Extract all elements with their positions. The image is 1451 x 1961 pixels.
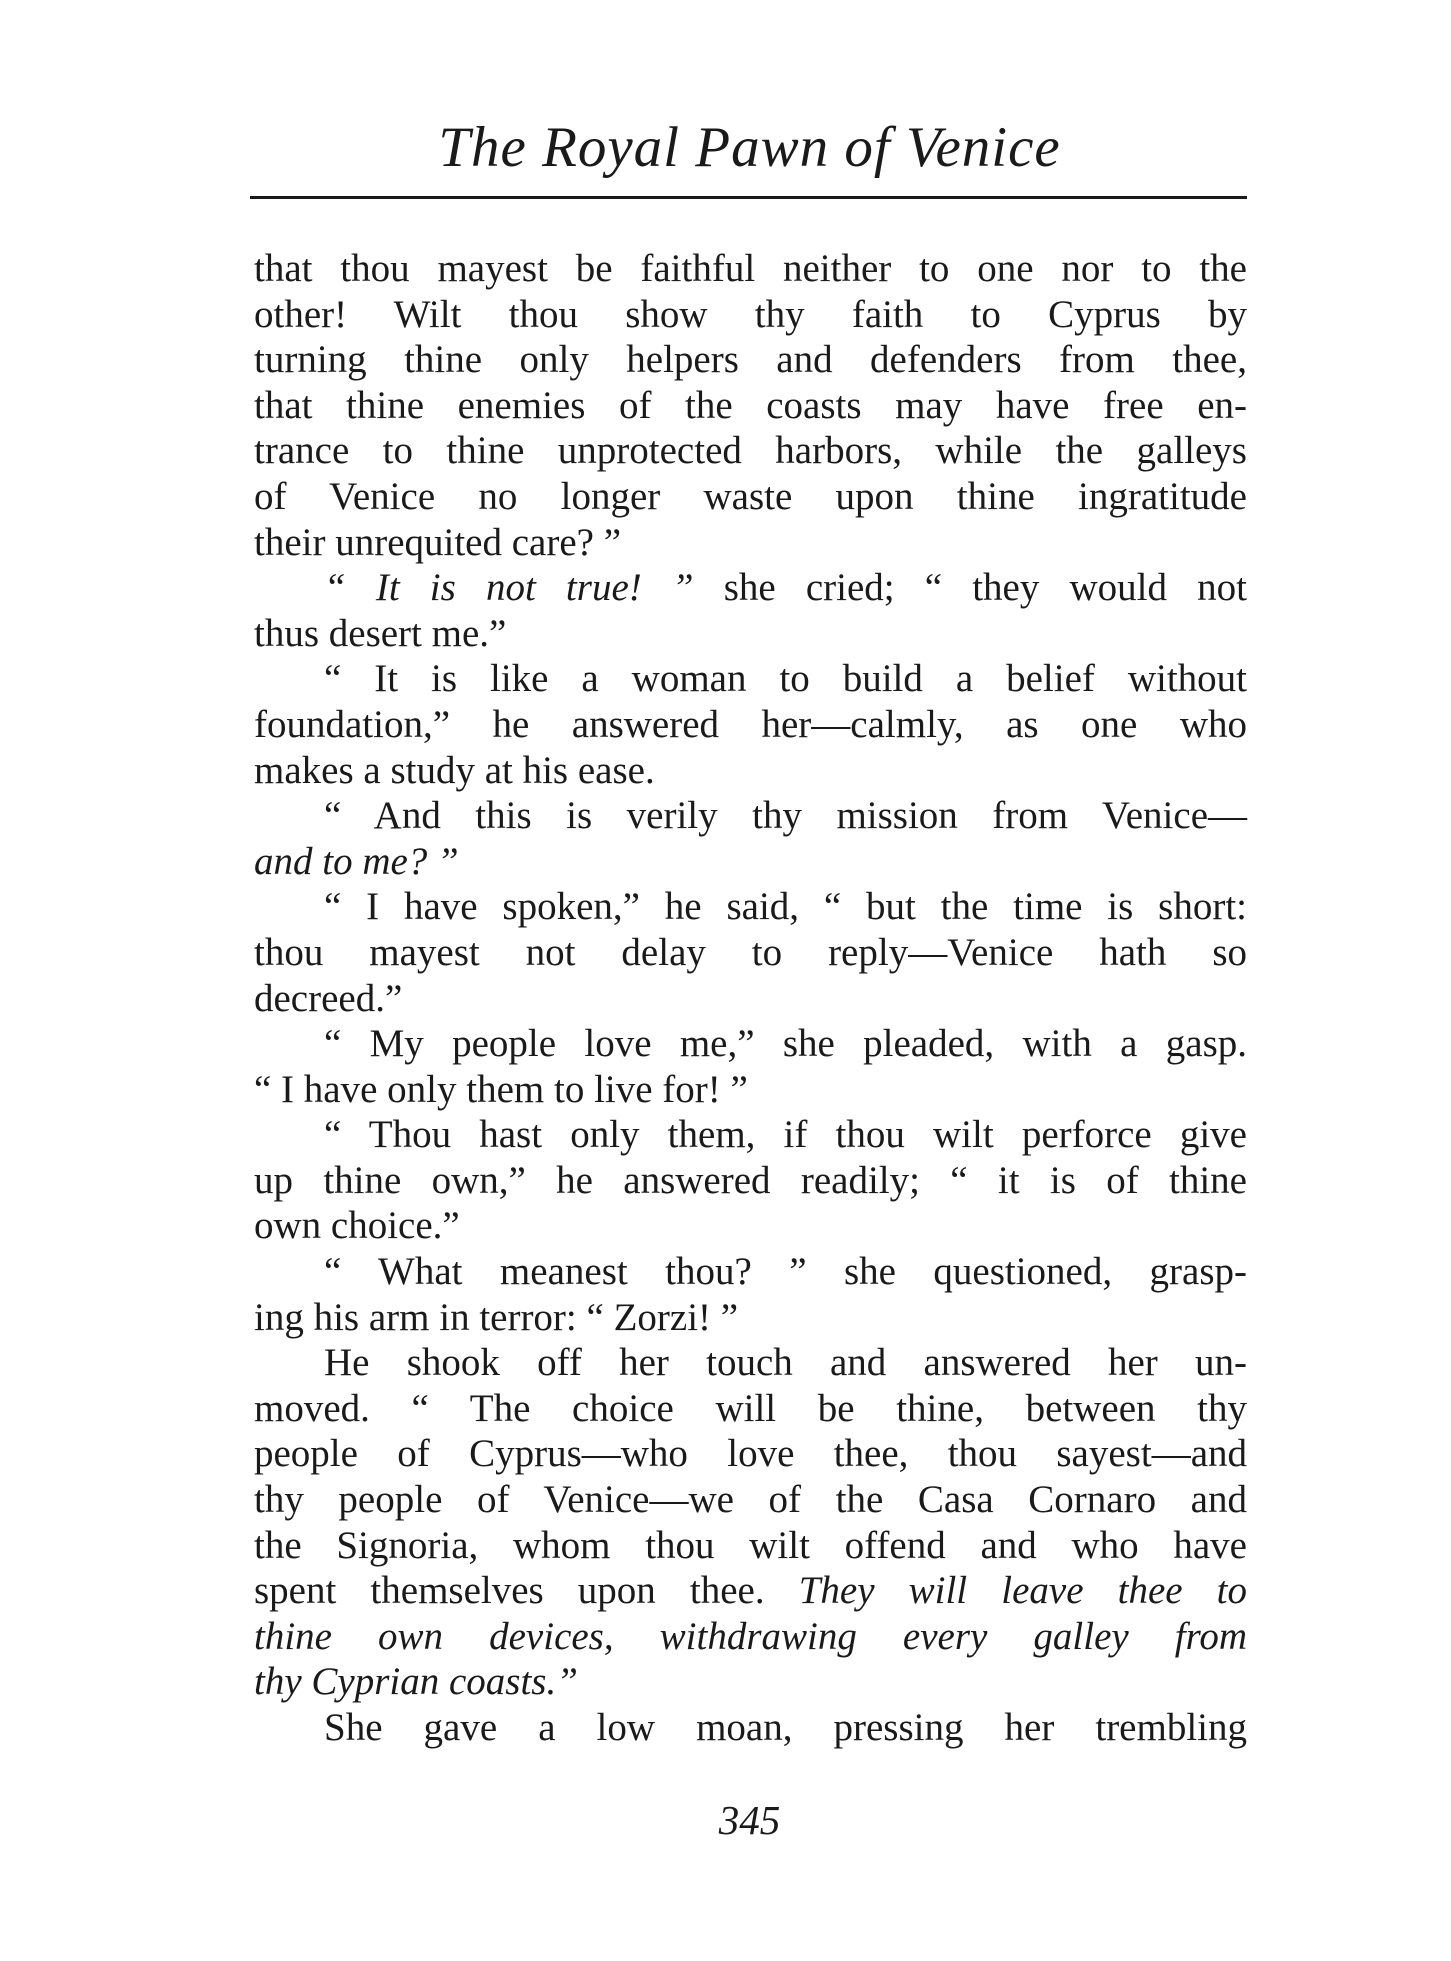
page-number: 345 — [718, 1797, 781, 1843]
italic-passage: They will leave thee to — [798, 1569, 1247, 1613]
text-line: turning thine only helpers and defenders from thee, — [254, 338, 1247, 382]
text-line: “ What meanest thou? ” she questioned, grasp- — [324, 1250, 1247, 1294]
text-line: makes a study at his ease. — [254, 748, 655, 792]
text-line: decreed.” — [254, 976, 403, 1020]
text-line: the Signoria, whom thou wilt offend and who have — [254, 1523, 1247, 1567]
text-line: people of Cyprus—who love thee, thou sayest—and — [254, 1432, 1247, 1476]
text-line: that thou mayest be faithful neither to one nor to the — [254, 247, 1247, 290]
text-fragment: she cried; “ they would not — [693, 566, 1247, 610]
text-line: She gave a low moan, pressing her trembling — [324, 1706, 1247, 1749]
text-line: thy Cyprian coasts.” — [254, 1660, 578, 1704]
text-line: thine own devices, withdrawing every galley from — [254, 1614, 1247, 1658]
text-line: of Venice no longer waste upon thine ingratitude — [254, 474, 1247, 518]
header-rule — [250, 196, 1247, 199]
text-line: and to me? ” — [254, 839, 459, 883]
text-line: that thine enemies of the coasts may have free en- — [254, 383, 1247, 427]
text-line: their unrequited care? ” — [254, 520, 622, 564]
text-line — [254, 565, 1247, 611]
text-line: thou mayest not delay to reply—Venice hath so — [254, 930, 1247, 974]
text-line: “ It is like a woman to build a belief without — [324, 657, 1247, 701]
text-line: foundation,” he answered her—calmly, as one who — [254, 702, 1247, 746]
text-line: “ My people love me,” she pleaded, with a gasp. — [324, 1022, 1247, 1066]
text-line: ing his arm in terror: “ Zorzi! ” — [254, 1295, 739, 1339]
text-line: own choice.” — [254, 1204, 460, 1248]
italic-quote: “ It is not true! ” — [324, 566, 694, 610]
body-text — [254, 246, 1247, 1751]
text-line: trance to thine unprotected harbors, while the galleys — [254, 429, 1247, 473]
running-head: The Royal Pawn of Venice — [438, 116, 1061, 179]
text-line: thy people of Venice—we of the Casa Cornaro and — [254, 1478, 1247, 1522]
text-fragment: spent themselves upon thee. — [254, 1569, 799, 1613]
text-line: thus desert me.” — [254, 611, 507, 655]
text-line: “ I have spoken,” he said, “ but the time is short: — [324, 885, 1247, 929]
text-line: moved. “ The choice will be thine, between thy — [254, 1386, 1247, 1430]
text-line: other! Wilt thou show thy faith to Cyprus by — [254, 292, 1247, 336]
text-line: “ And this is verily thy mission from Venice— — [324, 794, 1247, 838]
text-line — [254, 1568, 1247, 1614]
text-line: “ I have only them to live for! ” — [254, 1067, 748, 1111]
text-line: “ Thou hast only them, if thou wilt perforce give — [324, 1113, 1247, 1157]
text-line: up thine own,” he answered readily; “ it is of thine — [254, 1158, 1247, 1202]
text-line: He shook off her touch and answered her un- — [324, 1341, 1247, 1385]
